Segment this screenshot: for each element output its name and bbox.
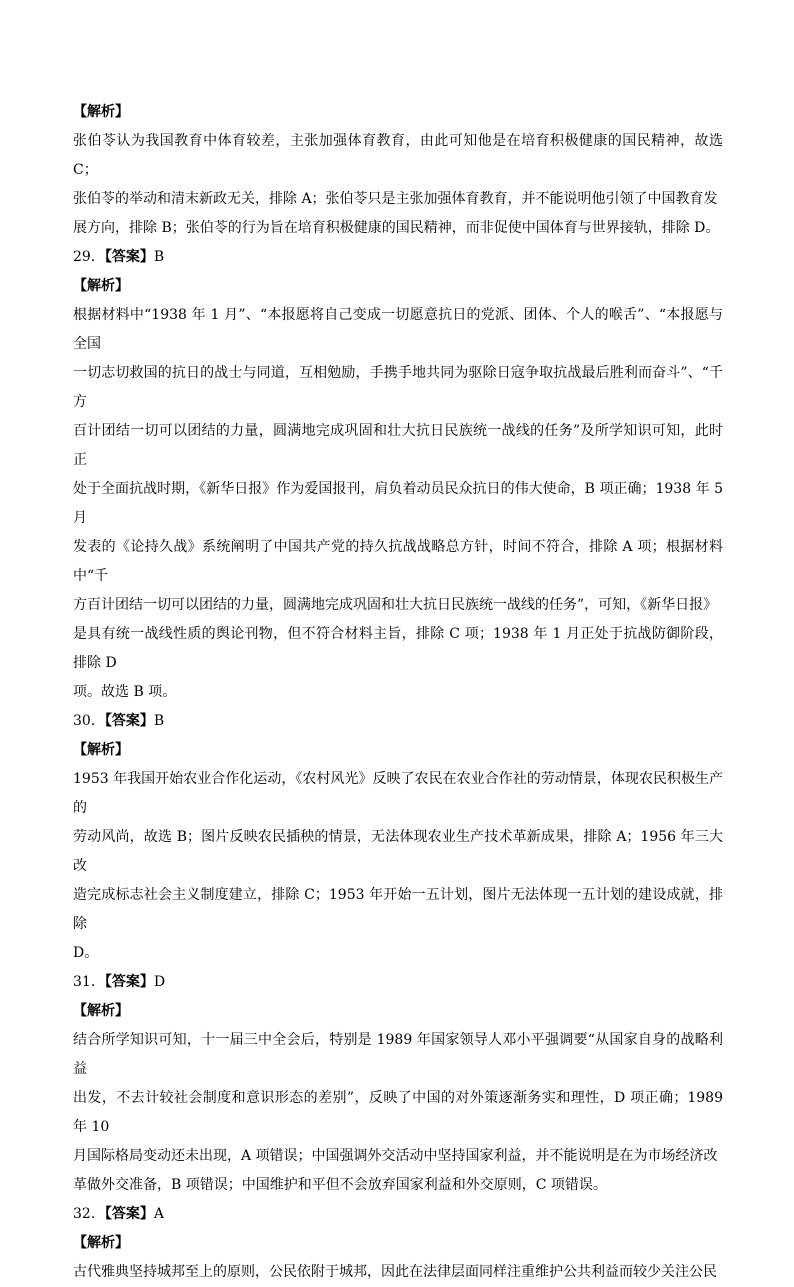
document-page bbox=[73, 98, 723, 1287]
question-number: 31． bbox=[73, 974, 105, 990]
paragraph-line: 古代雅典坚持城邦至上的原则，公民依附于城邦，因此在法律层面同样注重维护公共利益而较少关注公民 bbox=[73, 1264, 717, 1280]
question-number: 30． bbox=[73, 713, 105, 729]
section-heading: 【解析】 bbox=[73, 278, 129, 294]
analysis-paragraph bbox=[73, 1026, 723, 1200]
paragraph-line: 结合所学知识可知，十一届三中全会后，特别是 1989 年国家领导人邓小平强调要“从国家自身的战略利益 bbox=[73, 1032, 723, 1077]
answer-value: B bbox=[153, 249, 165, 265]
paragraph-line: 1953 年我国开始农业合作化运动，《农村风光》反映了农民在农业合作社的劳动情景，体现农民积极生产的 bbox=[73, 771, 723, 816]
question-number: 32． bbox=[73, 1206, 105, 1222]
paragraph-line: 劳动风尚，故选 B；图片反映农民插秧的情景，无法体现农业生产技术革新成果，排除 A；1956 年三大改 bbox=[73, 829, 723, 874]
paragraph-line: 是具有统一战线性质的舆论刊物，但不符合材料主旨，排除 C 项；1938 年 1 月正处于抗战防御阶段，排除 D bbox=[73, 626, 723, 671]
paragraph-line: 处于全面抗战时期，《新华日报》作为爱国报刊，肩负着动员民众抗日的伟大使命，B 项正确；1938 年 5 月 bbox=[73, 481, 723, 526]
paragraph-line: 张伯苓认为我国教育中体育较差，主张加强体育教育，由此可知他是在培育积极健康的国民精神，故选 C； bbox=[73, 133, 723, 178]
answer-label: 【答案】 bbox=[104, 713, 154, 729]
question-number: 29． bbox=[73, 249, 105, 265]
section-heading: 【解析】 bbox=[73, 1003, 129, 1019]
paragraph-line: 一切志切救国的抗日的战士与同道，互相勉励，手携手地共同为驱除日寇争取抗战最后胜利而奋斗”、“千方 bbox=[73, 365, 723, 410]
paragraph-line: 百计团结一切可以团结的力量，圆满地完成巩固和壮大抗日民族统一战线的任务”及所学知识可知，此时正 bbox=[73, 423, 723, 468]
answer-line bbox=[73, 1200, 723, 1229]
answer-line bbox=[73, 243, 723, 272]
section-heading: 【解析】 bbox=[73, 742, 129, 758]
paragraph-line: 根据材料中“1938 年 1 月”、“本报愿将自己变成一切愿意抗日的党派、团体、个人的喉舌”、“本报愿与全国 bbox=[73, 307, 723, 352]
analysis-paragraph bbox=[73, 127, 723, 243]
paragraph-line: 发表的《论持久战》系统阐明了中国共产党的持久抗战战略总方针，时间不符合，排除 A 项；根据材料中“千 bbox=[73, 539, 723, 584]
answer-label: 【答案】 bbox=[104, 1206, 154, 1222]
paragraph-line: 项。故选 B 项。 bbox=[73, 684, 177, 700]
answer-value: D bbox=[153, 974, 166, 990]
answer-line bbox=[73, 707, 723, 736]
answer-line bbox=[73, 968, 723, 997]
answer-value: A bbox=[153, 1206, 164, 1222]
section-heading: 【解析】 bbox=[73, 104, 129, 120]
paragraph-line: 展方向，排除 B；张伯苓的行为旨在培育积极健康的国民精神，而非促使中国体育与世界接轨，排除 D。 bbox=[73, 220, 720, 236]
paragraph-line: 月国际格局变动还未出现，A 项错误；中国强调外交活动中坚持国家利益，并不能说明是在为市场经济改 bbox=[73, 1148, 718, 1164]
analysis-paragraph bbox=[73, 765, 723, 968]
paragraph-line: 方百计团结一切可以团结的力量，圆满地完成巩固和壮大抗日民族统一战线的任务”，可知，《新华日报》 bbox=[73, 597, 718, 613]
section-heading: 【解析】 bbox=[73, 1235, 129, 1251]
answer-value: B bbox=[153, 713, 165, 729]
answer-label: 【答案】 bbox=[104, 249, 154, 265]
paragraph-line: 张伯苓的举动和清末新政无关，排除 A；张伯苓只是主张加强体育教育，并不能说明他引领了中国教育发 bbox=[73, 191, 718, 207]
analysis-paragraph bbox=[73, 301, 723, 707]
paragraph-line: D。 bbox=[73, 945, 99, 961]
analysis-paragraph bbox=[73, 1258, 723, 1287]
answer-label: 【答案】 bbox=[104, 974, 154, 990]
paragraph-line: 造完成标志社会主义制度建立，排除 C；1953 年开始一五计划，图片无法体现一五计划的建设成就，排除 bbox=[73, 887, 723, 932]
paragraph-line: 革做外交准备，B 项错误；中国维护和平但不会放弃国家利益和外交原则，C 项错误。 bbox=[73, 1177, 607, 1193]
paragraph-line: 出发，不去计较社会制度和意识形态的差别”，反映了中国的对外策逐渐务实和理性，D 项正确；1989 年 10 bbox=[73, 1090, 723, 1135]
